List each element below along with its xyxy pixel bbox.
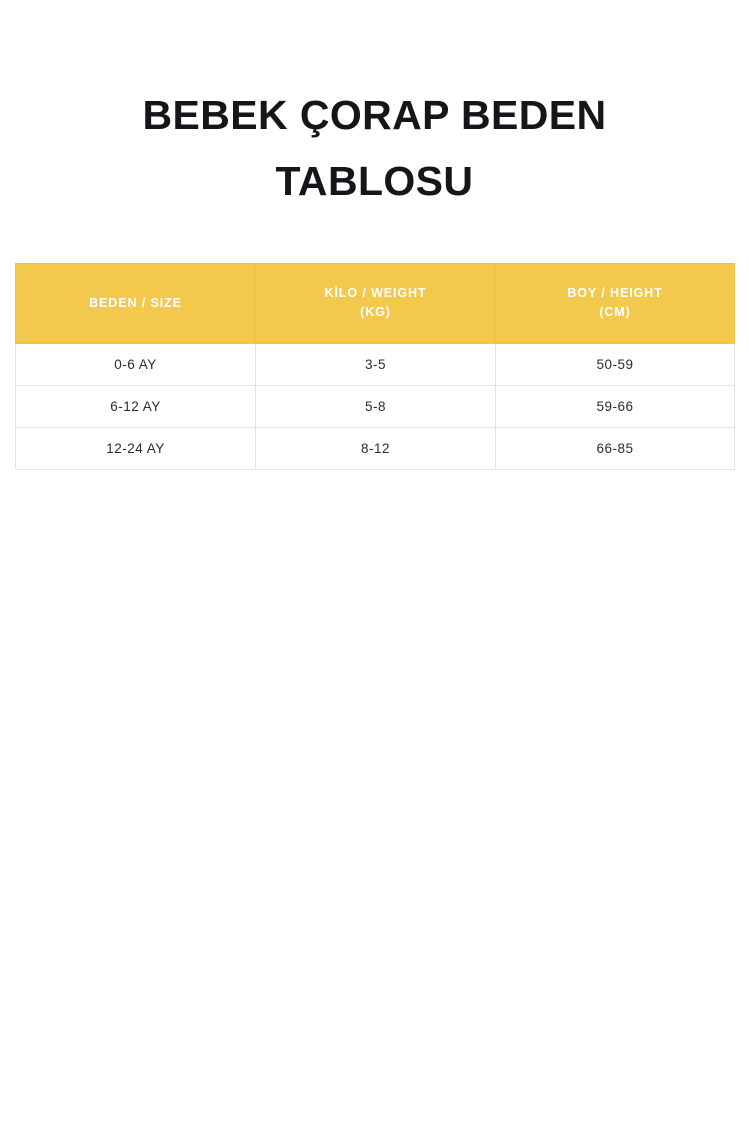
table-header-row [16, 263, 735, 343]
column-header-weight-label: KİLO / WEIGHT [324, 285, 427, 300]
table-row [16, 343, 735, 385]
cell-height: 59-66 [496, 385, 735, 427]
column-header-size [16, 263, 256, 343]
table-row [16, 427, 735, 469]
cell-height: 66-85 [496, 427, 735, 469]
page-title: BEBEK ÇORAP BEDEN TABLOSU [142, 92, 607, 205]
column-header-weight [256, 263, 496, 343]
size-table-container [15, 263, 734, 470]
cell-weight: 5-8 [256, 385, 496, 427]
cell-size: 12-24 AY [16, 427, 256, 469]
cell-height: 50-59 [496, 343, 735, 385]
column-header-height-unit: (CM) [599, 305, 631, 320]
column-header-size-label: BEDEN / SIZE [89, 295, 182, 310]
size-table [15, 263, 735, 470]
cell-weight: 8-12 [256, 427, 496, 469]
cell-size: 0-6 AY [16, 343, 256, 385]
column-header-height [496, 263, 735, 343]
table-row [16, 385, 735, 427]
table-body [16, 343, 735, 469]
column-header-weight-unit: (KG) [360, 305, 391, 320]
column-header-height-label: BOY / HEIGHT [567, 285, 663, 300]
table-header [16, 263, 735, 343]
cell-weight: 3-5 [256, 343, 496, 385]
cell-size: 6-12 AY [16, 385, 256, 427]
